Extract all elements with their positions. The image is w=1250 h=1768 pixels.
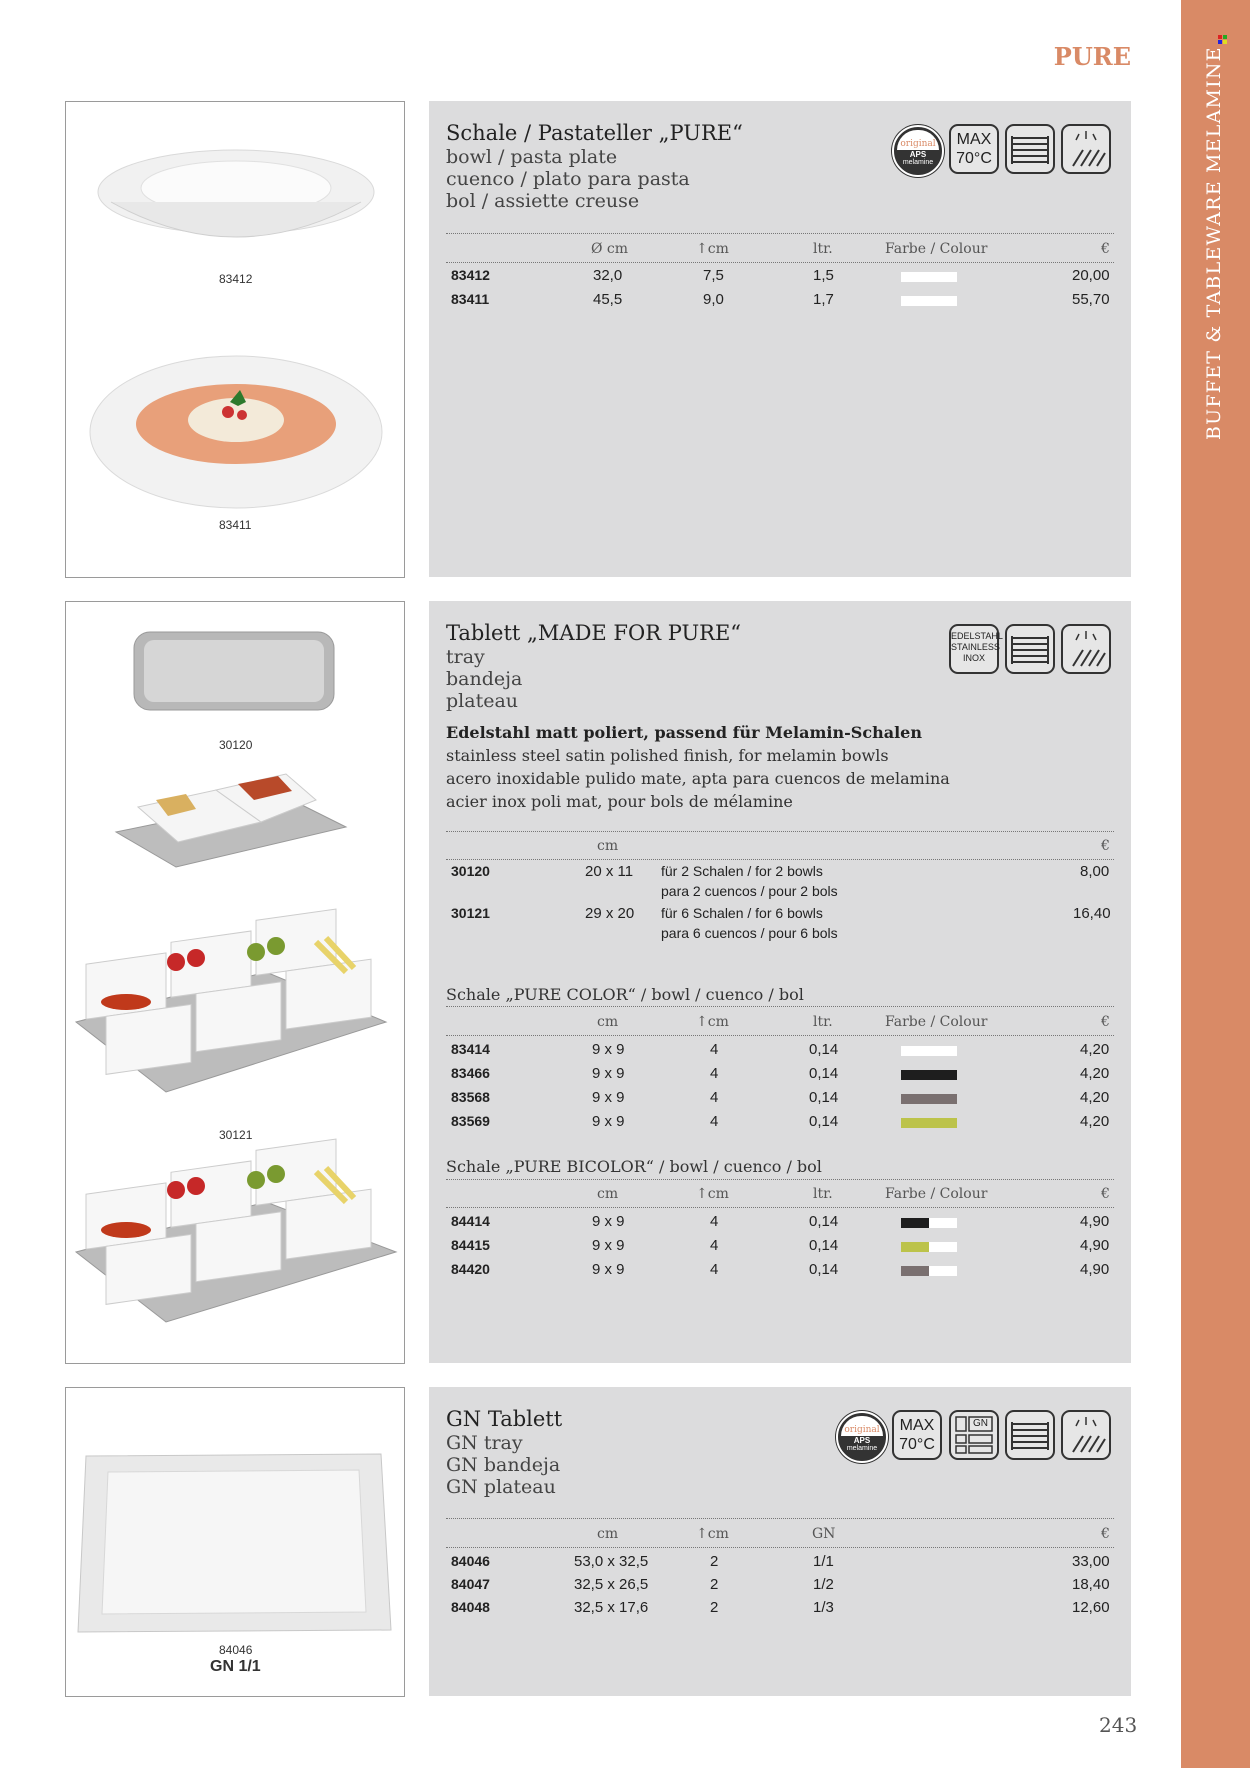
product-title: GN Tablett	[446, 1407, 563, 1431]
col-header-height	[696, 1186, 729, 1202]
row-price: 4,90	[1080, 1213, 1110, 1230]
row-code: 30120	[451, 863, 490, 879]
gastronorm-icon	[949, 1410, 999, 1460]
original-aps-melamine-icon	[892, 125, 944, 177]
col-header-size: cm	[597, 1014, 619, 1030]
divider	[446, 1035, 1114, 1036]
row-height: 4	[710, 1261, 719, 1278]
row-code: 84415	[451, 1237, 490, 1253]
pure-color-title-rest: / bowl / cuenco / bol	[635, 985, 804, 1004]
colour-swatch-green-white	[901, 1242, 957, 1252]
row-price: 4,20	[1080, 1041, 1110, 1058]
height-arrow-icon: ↑	[696, 1186, 708, 1202]
colour-swatch-white	[901, 1046, 957, 1056]
row-code: 30121	[451, 905, 490, 921]
temp-label: 70°C	[899, 1436, 935, 1453]
temp-label: 70°C	[956, 150, 992, 167]
row-code: 83411	[451, 291, 490, 307]
colour-swatch-green	[901, 1118, 957, 1128]
caption-84046: 84046	[219, 1643, 253, 1657]
divider	[446, 1518, 1114, 1519]
subsection-title-pure-color	[446, 985, 804, 1004]
col-header-height	[696, 1526, 729, 1542]
row-desc-2: para 2 cuencos / pour 2 bols	[661, 883, 838, 899]
product-subtitle-es: GN bandeja	[446, 1454, 561, 1476]
col-header-litre: ltr.	[813, 241, 833, 257]
row-price: 4,90	[1080, 1237, 1110, 1254]
row-code: 84420	[451, 1261, 490, 1277]
dishwasher-safe-icon	[1061, 1410, 1111, 1460]
row-code: 84047	[451, 1576, 490, 1592]
pure-bowl-images	[66, 102, 404, 577]
colour-swatch-black	[901, 1070, 957, 1080]
col-header-size: cm	[597, 838, 619, 854]
row-size: 9 x 9	[592, 1065, 625, 1082]
colour-swatch-grey	[901, 1094, 957, 1104]
col-header-price: €	[1101, 241, 1110, 257]
row-litre: 0,14	[809, 1113, 839, 1130]
stainless-steel-icon	[949, 624, 1003, 674]
row-size: 9 x 9	[592, 1089, 625, 1106]
original-aps-melamine-icon	[836, 1411, 888, 1463]
height-arrow-icon: ↑	[696, 241, 708, 257]
pure-color-title: Schale „PURE COLOR“	[446, 985, 636, 1004]
product-image-box-tray	[65, 601, 405, 1364]
product-subtitle-en: GN tray	[446, 1432, 523, 1454]
col-header-colour: Farbe / Colour	[885, 1014, 988, 1030]
row-code: 84414	[451, 1213, 490, 1229]
melamine-label: melamine	[846, 1445, 878, 1452]
colour-swatch-white	[901, 296, 957, 306]
max-label: MAX	[956, 131, 992, 148]
inox-label-fr: INOX	[962, 653, 985, 663]
max-temperature-icon	[949, 124, 999, 174]
row-size: 20 x 11	[585, 863, 634, 880]
row-size: 9 x 9	[592, 1261, 625, 1278]
caption-83411: 83411	[219, 518, 252, 532]
row-price: 4,20	[1080, 1089, 1110, 1106]
row-price: 4,20	[1080, 1113, 1110, 1130]
row-code: 84046	[451, 1553, 490, 1569]
row-desc-1: für 6 Schalen / for 6 bowls	[661, 905, 823, 921]
row-gn: 1/2	[813, 1576, 834, 1593]
col-header-price: €	[1101, 1014, 1110, 1030]
divider	[446, 831, 1114, 832]
dishwasher-safe-icon	[1061, 124, 1111, 174]
description-es: acero inoxidable pulido mate, apta para cuencos de melamina	[446, 769, 950, 788]
row-height: 4	[710, 1113, 719, 1130]
max-label: MAX	[899, 1417, 935, 1434]
product-subtitle-fr: GN plateau	[446, 1476, 556, 1498]
row-litre: 0,14	[809, 1065, 839, 1082]
page-number: 243	[1099, 1713, 1138, 1737]
row-code: 83466	[451, 1065, 490, 1081]
row-size: 9 x 9	[592, 1213, 625, 1230]
row-size: 9 x 9	[592, 1113, 625, 1130]
product-subtitle-en: bowl / pasta plate	[446, 146, 618, 168]
product-subtitle-fr: plateau	[446, 690, 519, 712]
col-header-colour: Farbe / Colour	[885, 241, 988, 257]
divider	[446, 1547, 1114, 1548]
original-label: original	[841, 1416, 883, 1436]
col-header-size: cm	[597, 1526, 619, 1542]
product-panel-tray	[429, 601, 1131, 1363]
row-size: 29 x 20	[585, 905, 635, 922]
divider	[446, 859, 1114, 860]
col-header-price: €	[1101, 838, 1110, 854]
row-litre: 0,14	[809, 1089, 839, 1106]
col-header-price: €	[1101, 1186, 1110, 1202]
row-size: 32,5 x 17,6	[574, 1599, 649, 1616]
row-gn: 1/1	[813, 1553, 834, 1570]
row-diameter: 45,5	[593, 291, 623, 308]
col-header-litre: ltr.	[813, 1186, 833, 1202]
row-price: 18,40	[1072, 1576, 1110, 1593]
row-desc-1: für 2 Schalen / for 2 bowls	[661, 863, 823, 879]
col-header-gn: GN	[812, 1526, 836, 1542]
row-price: 12,60	[1072, 1599, 1110, 1616]
sidebar-title-text: BUFFET & TABLEWARE MELAMINE	[1203, 46, 1225, 440]
pure-bicolor-title-rest: / bowl / cuenco / bol	[653, 1157, 822, 1176]
row-height: 4	[710, 1237, 719, 1254]
row-height: 4	[710, 1065, 719, 1082]
row-code: 84048	[451, 1599, 490, 1615]
row-height: 2	[710, 1599, 719, 1616]
row-price: 55,70	[1072, 291, 1110, 308]
product-image-box-pure-bowl	[65, 101, 405, 578]
max-temperature-icon	[892, 1410, 942, 1460]
row-gn: 1/3	[813, 1599, 834, 1616]
divider	[446, 233, 1114, 234]
row-code: 83412	[451, 267, 490, 283]
inox-label-en: STAINLESS	[951, 642, 1000, 652]
row-desc-2: para 6 cuencos / pour 6 bols	[661, 925, 838, 941]
color-dots-icon	[1218, 35, 1228, 47]
col-header-height-text: cm	[707, 1014, 729, 1030]
product-panel-pure-bowl	[429, 101, 1131, 577]
stackable-icon	[1005, 624, 1055, 674]
product-description	[446, 721, 950, 813]
row-size: 53,0 x 32,5	[574, 1553, 649, 1570]
row-size: 9 x 9	[592, 1041, 625, 1058]
caption-30120: 30120	[219, 738, 253, 752]
height-arrow-icon: ↑	[696, 1526, 708, 1542]
description-de: Edelstahl matt poliert, passend für Melamin-Schalen	[446, 723, 922, 742]
caption-83412: 83412	[219, 272, 253, 286]
height-arrow-icon: ↑	[696, 1014, 708, 1030]
dishwasher-safe-icon	[1061, 624, 1111, 674]
subsection-title-pure-bicolor	[446, 1157, 822, 1176]
row-price: 33,00	[1072, 1553, 1110, 1570]
product-title: Schale / Pastateller „PURE“	[446, 121, 743, 145]
product-panel-gn-tray	[429, 1387, 1131, 1696]
row-price: 16,40	[1073, 905, 1111, 922]
col-header-height	[696, 1014, 729, 1030]
col-header-size: cm	[597, 1186, 619, 1202]
row-height: 2	[710, 1576, 719, 1593]
caption-gn-size: GN 1/1	[210, 1658, 261, 1675]
caption-30121: 30121	[219, 1128, 253, 1142]
tray-images	[66, 602, 404, 1363]
row-size: 9 x 9	[592, 1237, 625, 1254]
row-litre: 0,14	[809, 1041, 839, 1058]
product-subtitle-es: cuenco / plato para pasta	[446, 168, 690, 190]
product-subtitle-es: bandeja	[446, 668, 523, 690]
row-code: 83414	[451, 1041, 490, 1057]
stackable-icon	[1005, 1410, 1055, 1460]
product-subtitle-fr: bol / assiette creuse	[446, 190, 640, 212]
row-size: 32,5 x 26,5	[574, 1576, 649, 1593]
stackable-icon	[1005, 124, 1055, 174]
col-header-diameter: Ø cm	[591, 241, 629, 257]
row-price: 8,00	[1080, 863, 1110, 880]
product-title: Tablett „MADE FOR PURE“	[446, 621, 742, 645]
row-litre: 0,14	[809, 1237, 839, 1254]
colour-swatch-grey-white	[901, 1266, 957, 1276]
col-header-price: €	[1101, 1526, 1110, 1542]
row-height: 9,0	[703, 291, 724, 308]
product-subtitle-en: tray	[446, 646, 485, 668]
row-litre: 0,14	[809, 1213, 839, 1230]
row-diameter: 32,0	[593, 267, 623, 284]
colour-swatch-white	[901, 272, 957, 282]
colour-swatch-black-white	[901, 1218, 957, 1228]
description-en: stainless steel satin polished finish, for melamin bowls	[446, 746, 889, 765]
row-price: 4,20	[1080, 1065, 1110, 1082]
col-header-height-text: cm	[707, 241, 729, 257]
row-height: 4	[710, 1213, 719, 1230]
gn-label: GN	[973, 1418, 988, 1429]
col-header-height-text: cm	[707, 1186, 729, 1202]
row-litre: 0,14	[809, 1261, 839, 1278]
divider	[446, 1179, 1114, 1180]
row-height: 7,5	[703, 267, 724, 284]
row-code: 83569	[451, 1113, 490, 1129]
divider	[446, 262, 1114, 263]
row-price: 4,90	[1080, 1261, 1110, 1278]
row-height: 4	[710, 1089, 719, 1106]
divider	[446, 1207, 1114, 1208]
divider	[446, 1006, 1114, 1007]
brand-title: PURE	[1053, 42, 1131, 71]
col-header-colour: Farbe / Colour	[885, 1186, 988, 1202]
row-litre: 1,5	[813, 267, 834, 284]
inox-label-de: EDELSTAHL	[951, 631, 1003, 641]
col-header-litre: ltr.	[813, 1014, 833, 1030]
row-height: 2	[710, 1553, 719, 1570]
description-fr: acier inox poli mat, pour bols de mélamine	[446, 792, 793, 811]
col-header-height	[696, 241, 729, 257]
row-code: 83568	[451, 1089, 490, 1105]
sidebar-title	[1203, 46, 1233, 780]
col-header-height-text: cm	[707, 1526, 729, 1542]
product-image-box-gn-tray	[65, 1387, 405, 1697]
aps-label: APS	[853, 1436, 871, 1445]
row-litre: 1,7	[813, 291, 834, 308]
original-label: original	[897, 130, 939, 150]
row-height: 4	[710, 1041, 719, 1058]
row-price: 20,00	[1072, 267, 1110, 284]
aps-label: APS	[909, 150, 927, 159]
melamine-label: melamine	[902, 159, 934, 166]
pure-bicolor-title: Schale „PURE BICOLOR“	[446, 1157, 654, 1176]
